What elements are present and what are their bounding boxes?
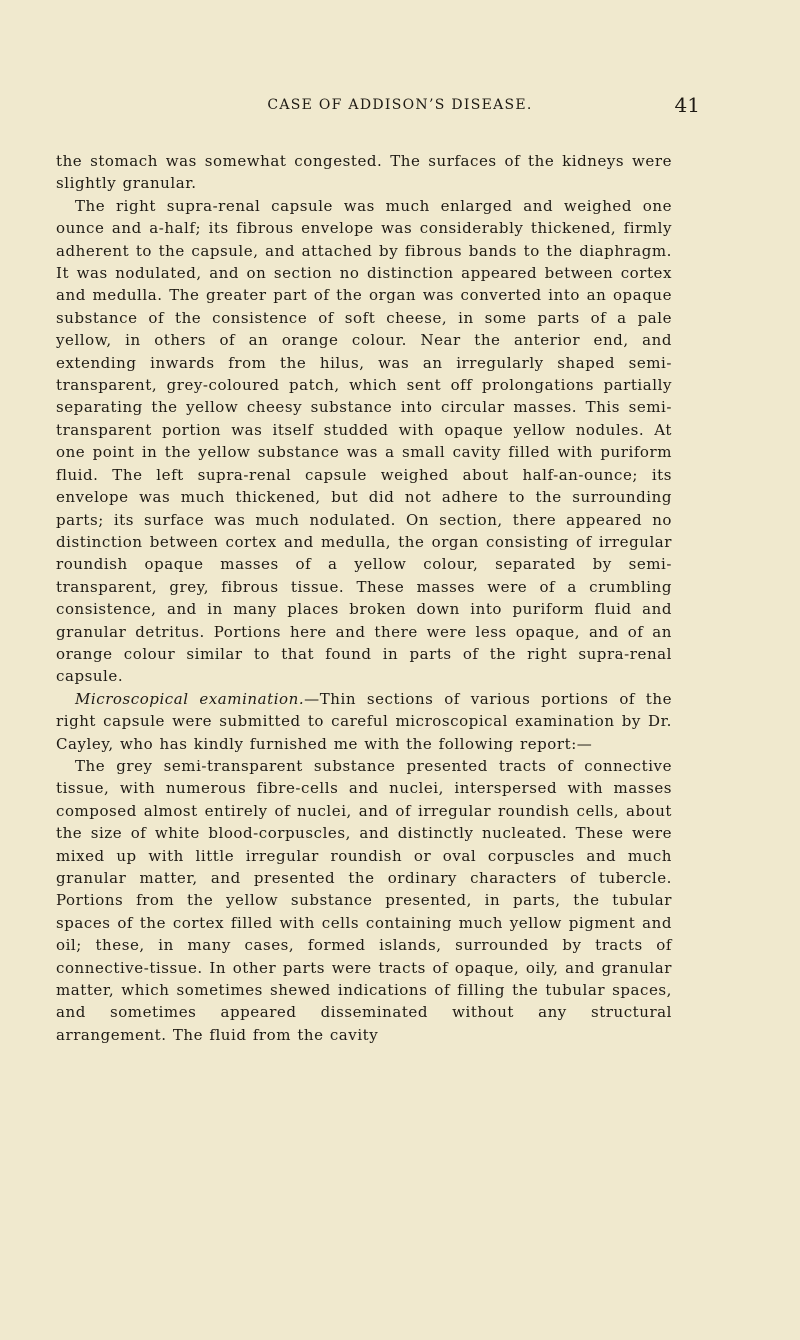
paragraph-2: The right supra-renal capsule was much enlarged and weighed one ounce and a-half; its fibrous envelope was considerably thickened, firmly adherent to the capsule, and attached by fibrous bands to the diaphragm. It was nodulated, and on section no distinction appeared between cortex and medulla. The greater part of the organ was converted into an opaque substance of the consistence of soft cheese, in some parts of a pale yellow, in others of an orange colour. Near the anterior end, and extending inwards from the hilus, was an irregularly shaped semi-transparent, grey-coloured patch, which sent off prolongations partially separating the yellow cheesy substance into circular masses. This semi-transparent portion was itself studded with opaque yellow nodules. At one point in the yellow substance was a small cavity filled with puriform fluid. The left supra-renal capsule weighed about half-an-ounce; its envelope was much thickened, but did not adhere to the surrounding parts; its surface was much nodulated. On section, there appeared no distinction between cortex and medulla, the organ consisting of irregular roundish opaque masses of a yellow colour, separated by semi-transparent, grey, fibrous tissue. These masses were of a crumbling consistence, and in many places broken down into puriform fluid and granular detritus. Portions here and there were less opaque, and of an orange colour similar to that found in parts of the right supra-renal capsule.: [56, 196, 672, 686]
paragraph-4: The grey semi-transparent substance presented tracts of connective tissue, with numerous fibre-cells and nuclei, interspersed with masses composed almost entirely of nuclei, and of irregular roundish cells, about the size of white blood-corpuscles, and distinctly nucleated. These were mixed up with little irregular roundish or oval corpuscles and much granular matter, and presented the ordinary characters of tubercle. Portions from the yellow substance presented, in parts, the tubular spaces of the cortex filled with cells containing much yellow pigment and oil; these, in many cases, formed islands, surrounded by tracts of connective-tissue. In other parts were tracts of opaque, oily, and granular matter, which sometimes shewed indications of filling the tubular spaces, and sometimes appeared disseminated without any structural arrangement. The fluid from the cavity: [56, 756, 672, 1044]
body-text: [56, 150, 672, 1046]
paragraph-1: the stomach was somewhat congested. The surfaces of the kidneys were slightly granular.: [56, 152, 672, 193]
running-title: CASE OF ADDISON’S DISEASE.: [267, 97, 533, 113]
paragraph-3-text: —Thin sections of various portions of the right capsule were submitted to careful microscopical examination by Dr. Cayley, who has kindly furnished me with the following report:—: [56, 689, 673, 753]
section-title: Microscopical examination.: [75, 689, 305, 708]
running-header: [100, 88, 700, 122]
paragraph-3: [56, 688, 672, 755]
page-number: 41: [674, 93, 700, 117]
